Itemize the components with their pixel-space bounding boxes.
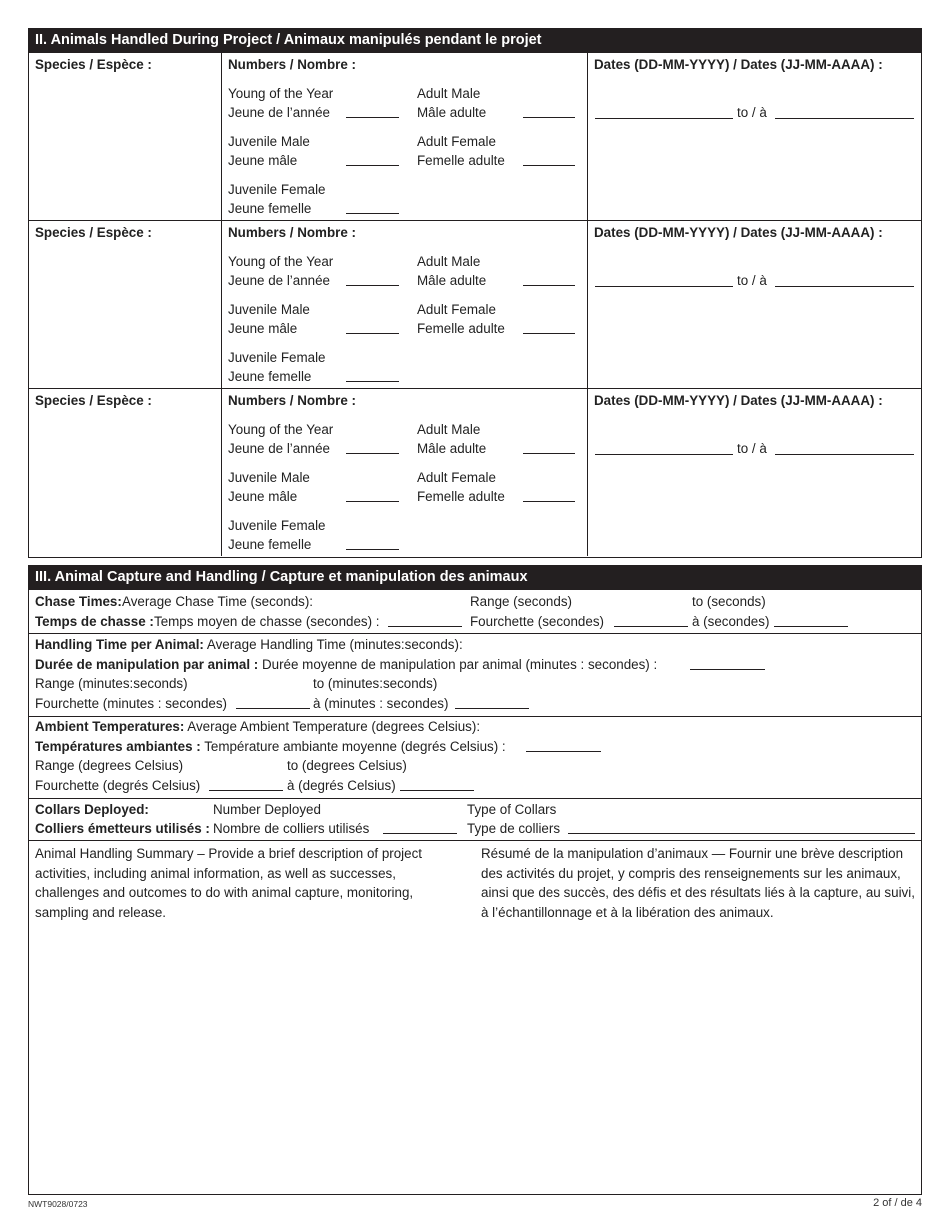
young-label-fr: Jeune de l’année [228, 441, 331, 456]
ambient-line1 [35, 717, 480, 736]
collars-type-field[interactable] [568, 833, 915, 834]
juvenile-male-label-fr: Jeune mâle [228, 153, 298, 168]
juvenile-male-count-field[interactable] [346, 501, 399, 502]
ambient-avg-en: Average Ambient Temperature (degrees Celsius): [187, 719, 481, 734]
adult-female-label-en: Adult Female [417, 470, 496, 485]
chase-range-field[interactable] [614, 626, 688, 627]
to-label: to / à [737, 441, 767, 456]
handling-to-fr: à (minutes : secondes) [313, 696, 449, 711]
summary-text-area[interactable] [30, 930, 920, 1192]
summary-instructions-en: Animal Handling Summary – Provide a brief description of project activities, including animal information, as well as successes, challenges and outcomes to do with animal capture, monitoring, sampling and release. [35, 846, 423, 920]
adult-female-label-en: Adult Female [417, 134, 496, 149]
collars-number-en: Number Deployed [213, 802, 321, 817]
start-date-field[interactable] [595, 286, 733, 287]
juvenile-female-label-en: Juvenile Female [228, 182, 326, 197]
divider [587, 388, 588, 556]
young-label-en: Young of the Year [228, 86, 334, 101]
chase-to-en: to (seconds) [692, 594, 766, 609]
adult-female-label-fr: Femelle adulte [417, 321, 505, 336]
adult-male-label-en: Adult Male [417, 86, 481, 101]
species-label: Species / Espèce : [35, 225, 152, 240]
juvenile-female-label-en: Juvenile Female [228, 350, 326, 365]
handling-range-field[interactable] [236, 708, 310, 709]
ambient-to-field[interactable] [400, 790, 474, 791]
divider [28, 633, 922, 634]
end-date-field[interactable] [775, 286, 914, 287]
juvenile-female-count-field[interactable] [346, 549, 399, 550]
dates-label: Dates (DD-MM-YYYY) / Dates (JJ-MM-AAAA) : [594, 225, 883, 240]
chase-avg-field[interactable] [388, 626, 462, 627]
juvenile-male-label-en: Juvenile Male [228, 470, 310, 485]
section-3-header: III. Animal Capture and Handling / Capture et manipulation des animaux [28, 565, 922, 589]
collars-type-fr: Type de colliers [467, 821, 561, 836]
summary-instructions-fr: Résumé de la manipulation d’animaux — Fournir une brève description des activités du projet, y compris des renseignements sur les animaux, ainsi que des succès, des défis et des résultats liés à la capture, au suivi, à l’échantillonnage et à la libération des animaux. [481, 846, 915, 920]
handling-range-fr: Fourchette (minutes : secondes) [35, 696, 228, 711]
young-label-en: Young of the Year [228, 422, 334, 437]
ambient-range-en: Range (degrees Celsius) [35, 758, 184, 773]
collars-label-en: Collars Deployed: [35, 802, 149, 817]
adult-female-count-field[interactable] [523, 165, 575, 166]
adult-male-label-fr: Mâle adulte [417, 441, 487, 456]
form-code: NWT9028/0723 [28, 1199, 88, 1209]
juvenile-female-label-en: Juvenile Female [228, 518, 326, 533]
adult-female-label-fr: Femelle adulte [417, 489, 505, 504]
divider [587, 52, 588, 220]
adult-male-label-en: Adult Male [417, 422, 481, 437]
section-2-header: II. Animals Handled During Project / Animaux manipulés pendant le projet [28, 28, 922, 52]
chase-to-fr: à (secondes) [692, 614, 770, 629]
handling-label-en: Handling Time per Animal: [35, 637, 204, 652]
adult-female-count-field[interactable] [523, 333, 575, 334]
chase-avg-fr: Temps moyen de chasse (secondes) : [154, 614, 380, 629]
young-count-field[interactable] [346, 285, 399, 286]
chase-to-field[interactable] [774, 626, 848, 627]
adult-male-label-en: Adult Male [417, 254, 481, 269]
juvenile-female-label-fr: Jeune femelle [228, 369, 312, 384]
juvenile-male-count-field[interactable] [346, 333, 399, 334]
chase-avg-en: Average Chase Time (seconds): [122, 594, 314, 609]
species-label: Species / Espèce : [35, 393, 152, 408]
chase-range-fr: Fourchette (secondes) [470, 614, 604, 629]
adult-male-label-fr: Mâle adulte [417, 273, 487, 288]
handling-avg-field[interactable] [690, 669, 765, 670]
ambient-label-fr: Températures ambiantes : [35, 739, 201, 754]
numbers-label: Numbers / Nombre : [228, 393, 356, 408]
collars-number-fr: Nombre de colliers utilisés [213, 821, 370, 836]
handling-avg-fr: Durée moyenne de manipulation par animal (minutes : secondes) : [261, 657, 658, 672]
start-date-field[interactable] [595, 454, 733, 455]
young-count-field[interactable] [346, 117, 399, 118]
ambient-line2 [35, 737, 506, 756]
adult-male-count-field[interactable] [523, 285, 575, 286]
divider [221, 52, 222, 220]
collars-type-en: Type of Collars [467, 802, 557, 817]
to-label: to / à [737, 273, 767, 288]
handling-to-field[interactable] [455, 708, 529, 709]
adult-male-count-field[interactable] [523, 117, 575, 118]
end-date-field[interactable] [775, 118, 914, 119]
juvenile-female-label-fr: Jeune femelle [228, 537, 312, 552]
ambient-avg-fr: Température ambiante moyenne (degrés Celsius) : [204, 739, 506, 754]
juvenile-male-label-fr: Jeune mâle [228, 321, 298, 336]
adult-male-label-fr: Mâle adulte [417, 105, 487, 120]
handling-line2 [35, 655, 657, 674]
divider [28, 840, 922, 841]
juvenile-male-label-en: Juvenile Male [228, 302, 310, 317]
ambient-range-fr: Fourchette (degrés Celsius) [35, 778, 201, 793]
juvenile-male-label-fr: Jeune mâle [228, 489, 298, 504]
end-date-field[interactable] [775, 454, 914, 455]
collars-number-field[interactable] [383, 833, 457, 834]
ambient-avg-field[interactable] [526, 751, 601, 752]
ambient-to-en: to (degrees Celsius) [287, 758, 407, 773]
collars-label-fr: Colliers émetteurs utilisés : [35, 821, 210, 836]
chase-label-fr: Temps de chasse : [35, 614, 154, 629]
adult-female-label-fr: Femelle adulte [417, 153, 505, 168]
species-label: Species / Espèce : [35, 57, 152, 72]
start-date-field[interactable] [595, 118, 733, 119]
numbers-label: Numbers / Nombre : [228, 225, 356, 240]
species-field-1[interactable] [30, 74, 218, 216]
species-field-3[interactable] [30, 410, 218, 552]
juvenile-male-label-en: Juvenile Male [228, 134, 310, 149]
juvenile-female-count-field[interactable] [346, 213, 399, 214]
chase-range-en: Range (seconds) [470, 594, 572, 609]
handling-avg-en: Average Handling Time (minutes:seconds): [206, 637, 463, 652]
handling-label-fr: Durée de manipulation par animal : [35, 657, 259, 672]
young-label-en: Young of the Year [228, 254, 334, 269]
numbers-label: Numbers / Nombre : [228, 57, 356, 72]
chase-label-en: Chase Times: [35, 594, 122, 609]
divider [221, 388, 222, 556]
ambient-label-en: Ambient Temperatures: [35, 719, 185, 734]
young-label-fr: Jeune de l’année [228, 105, 331, 120]
juvenile-female-count-field[interactable] [346, 381, 399, 382]
handling-range-en: Range (minutes:seconds) [35, 676, 188, 691]
adult-female-label-en: Adult Female [417, 302, 496, 317]
young-label-fr: Jeune de l’année [228, 273, 331, 288]
ambient-to-fr: à (degrés Celsius) [287, 778, 396, 793]
species-field-2[interactable] [30, 242, 218, 384]
divider [221, 220, 222, 388]
handling-line1 [35, 635, 463, 654]
adult-female-count-field[interactable] [523, 501, 575, 502]
divider [28, 798, 922, 799]
to-label: to / à [737, 105, 767, 120]
young-count-field[interactable] [346, 453, 399, 454]
juvenile-female-label-fr: Jeune femelle [228, 201, 312, 216]
juvenile-male-count-field[interactable] [346, 165, 399, 166]
adult-male-count-field[interactable] [523, 453, 575, 454]
page-number: 2 of / de 4 [873, 1197, 922, 1209]
dates-label: Dates (DD-MM-YYYY) / Dates (JJ-MM-AAAA) : [594, 393, 883, 408]
divider [587, 220, 588, 388]
ambient-range-field[interactable] [209, 790, 283, 791]
handling-to-en: to (minutes:seconds) [313, 676, 438, 691]
dates-label: Dates (DD-MM-YYYY) / Dates (JJ-MM-AAAA) : [594, 57, 883, 72]
